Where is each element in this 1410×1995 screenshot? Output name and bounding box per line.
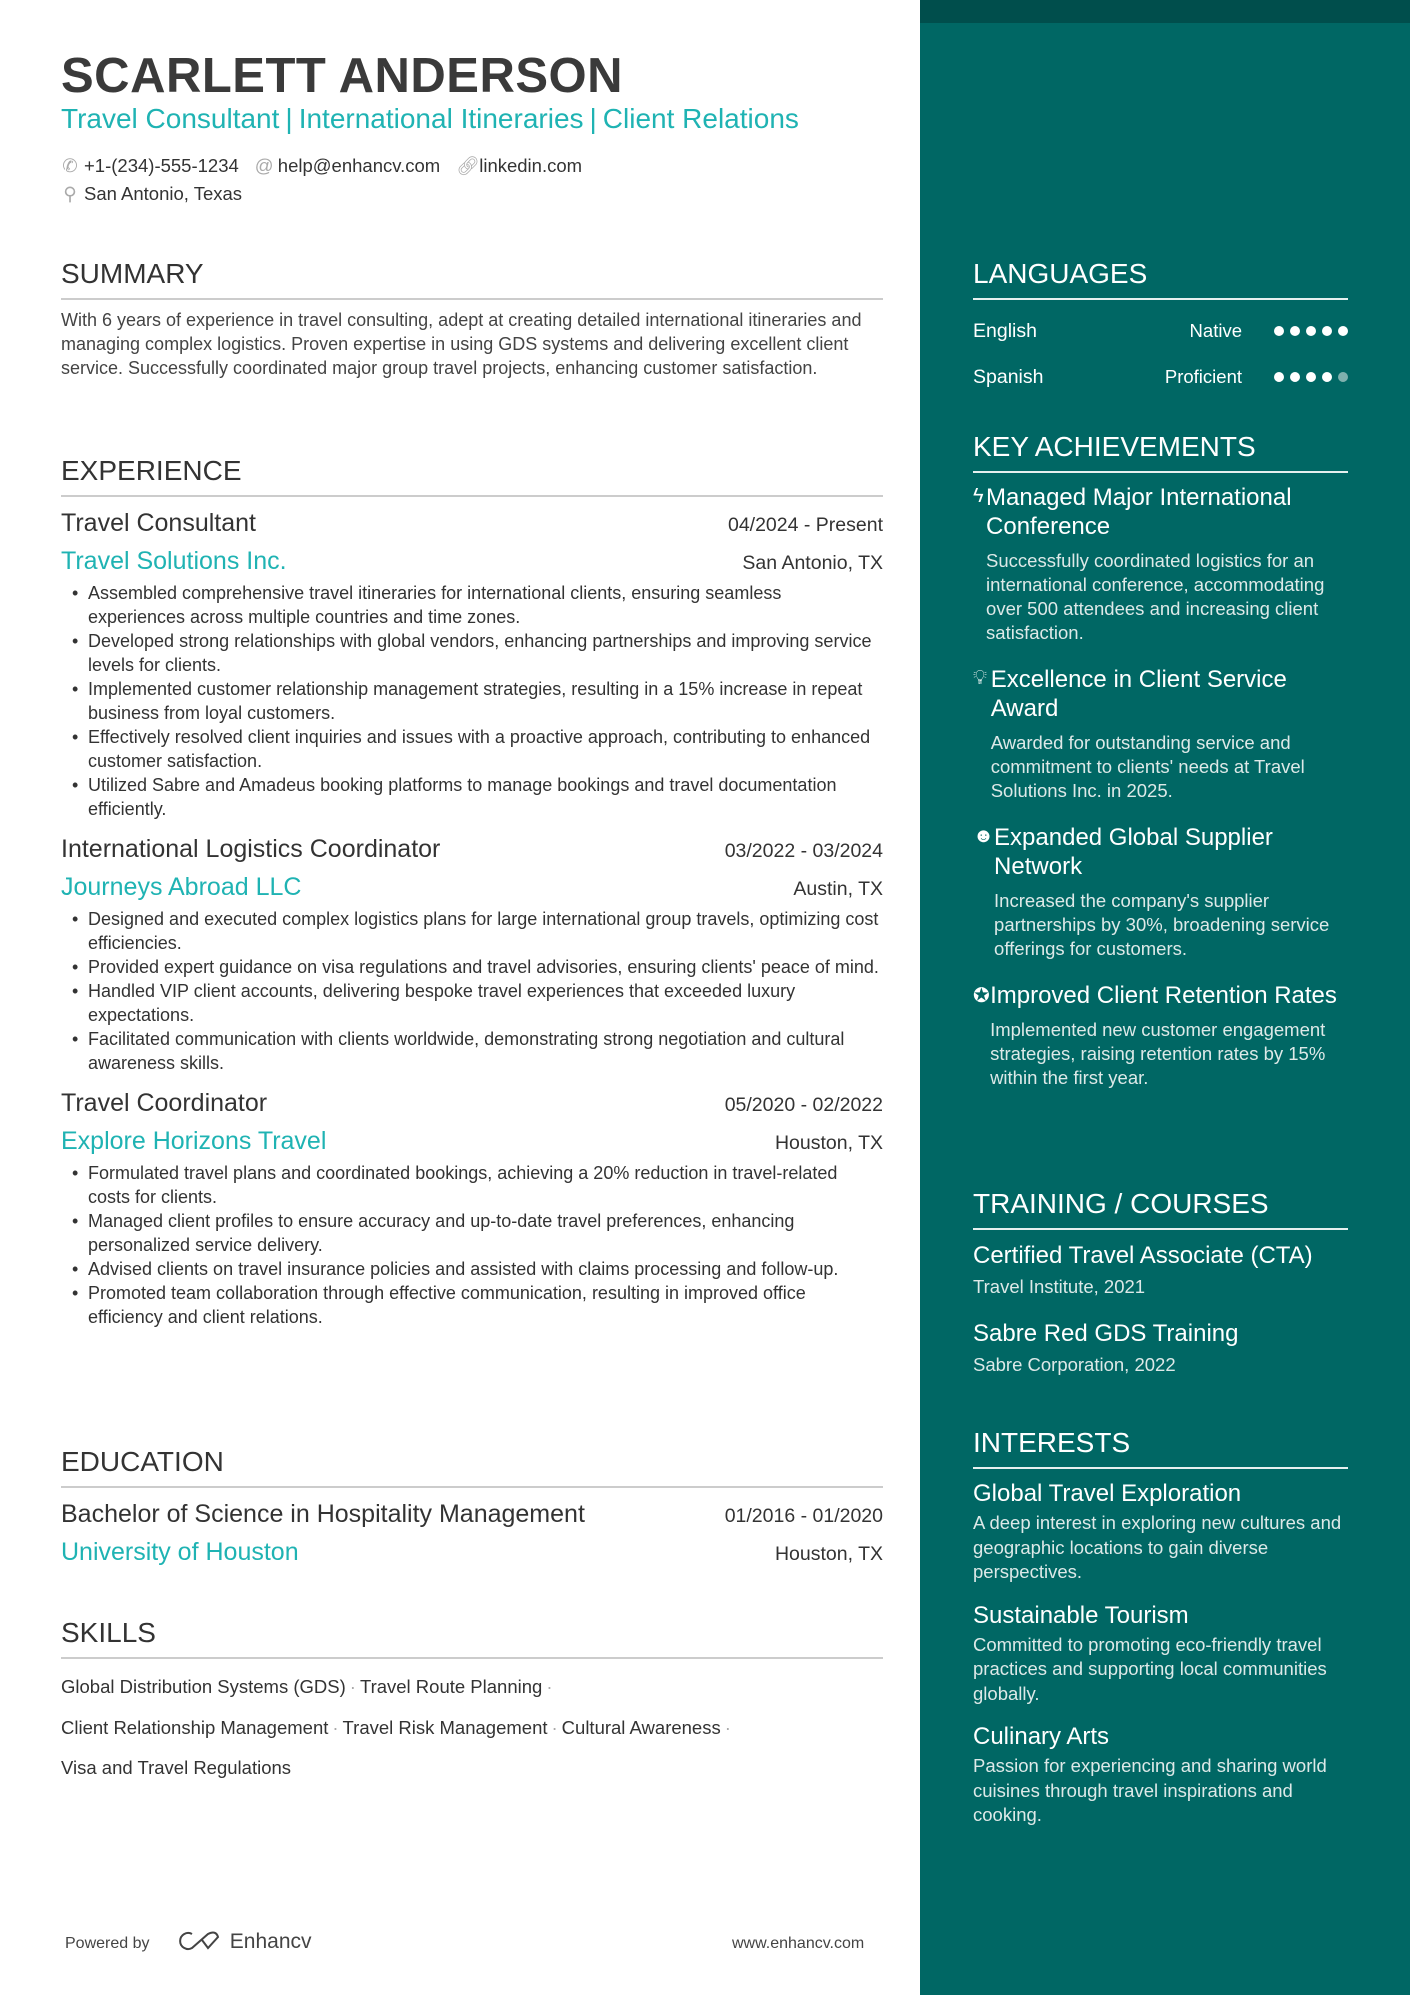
achievement-title: Expanded Global Supplier Network: [994, 824, 1273, 880]
job-header: [61, 831, 883, 867]
skills-list: Global Distribution Systems (GDS) · Travel Route Planning · Client Relationship Management · Travel Risk Management · Cultural Awareness · Visa and Travel Regulations: [61, 1676, 731, 1778]
powered-by: [65, 1930, 312, 1954]
bullet-item: • Designed and executed complex logistics plans for large international group travels, optimizing cost efficiencies.: [61, 907, 883, 955]
job-entry: [61, 831, 883, 1075]
interest-title: Global Travel Exploration: [973, 1480, 1242, 1507]
education-section: [61, 1446, 883, 1572]
job-bullets: [61, 581, 883, 821]
bullet-item: • Developed strong relationships with global vendors, enhancing partnerships and improving service levels for clients.: [61, 629, 883, 677]
course-title: Certified Travel Associate (CTA): [973, 1242, 1313, 1269]
job-title: International Logistics Coordinator: [61, 835, 441, 863]
email-link[interactable]: help@enhancv.com: [277, 155, 441, 176]
school: University of Houston: [61, 1538, 299, 1566]
interest-title: Sustainable Tourism: [973, 1601, 1189, 1629]
bullet-item: • Managed client profiles to ensure accuracy and up-to-date travel preferences, enhancing personalized service delivery.: [61, 1209, 883, 1257]
job-location: Houston, TX: [774, 1132, 883, 1154]
job-header: [61, 505, 883, 541]
achievements-section: [973, 431, 1348, 1110]
contact-info: [61, 152, 598, 208]
job-entry: [61, 505, 883, 821]
course-title: Sabre Red GDS Training: [973, 1320, 1239, 1347]
tagline-item: International Itineraries: [298, 103, 584, 134]
achievement-desc: Increased the company's supplier partnerships by 30%, broadening service offerings for customers.: [994, 890, 1330, 959]
achievement-item: [973, 483, 1348, 645]
rating-dot: [1338, 326, 1348, 336]
summary-text: With 6 years of experience in travel consulting, adept at creating detailed international itineraries and managing complex logistics. Proven expertise in using GDS systems and delivering excellent client service. Successfully coordinated major group travel projects, enhancing customer satisfaction.: [61, 310, 862, 378]
section-heading: KEY ACHIEVEMENTS: [973, 431, 1348, 473]
bullet-item: • Advised clients on travel insurance policies and assisted with claims processing and follow-up.: [61, 1257, 883, 1281]
job-header: [61, 1085, 883, 1121]
brand: Enhancv: [229, 1930, 312, 1953]
interest-desc: Committed to promoting eco-friendly travel practices and supporting local communities globally.: [973, 1633, 1327, 1704]
award-ribbon-icon: ✪: [973, 985, 990, 1007]
job-title: Travel Coordinator: [61, 1089, 268, 1117]
job-dates: 04/2024 - Present: [727, 514, 883, 536]
job-company-row: [61, 867, 883, 907]
bullet-item: • Assembled comprehensive travel itineraries for international clients, ensuring seamless experiences across multiple countries and time zones.: [61, 581, 883, 629]
rating-dot: [1322, 326, 1332, 336]
lightbulb-icon: 💡︎: [973, 667, 987, 689]
powered-by-label: Powered by: [65, 1935, 150, 1952]
rating-dot: [1322, 372, 1332, 382]
interest-desc: Passion for experiencing and sharing world cuisines through travel inspirations and cooking.: [973, 1755, 1327, 1825]
enhancv-logo-icon: [178, 1930, 224, 1952]
bullet-item: • Provided expert guidance on visa regulations and travel advisories, ensuring clients' peace of mind.: [61, 955, 883, 979]
education-location: Houston, TX: [774, 1543, 883, 1565]
course-provider: Travel Institute, 2021: [973, 1276, 1146, 1297]
company-name: Journeys Abroad LLC: [61, 873, 302, 901]
interests-section: [973, 1427, 1348, 1842]
phone-icon: ✆: [62, 155, 78, 176]
tagline-item: Travel Consultant: [61, 103, 280, 134]
experience-section: [61, 455, 883, 1339]
job-dates: 05/2020 - 02/2022: [724, 1094, 883, 1116]
candidate-name: SCARLETT ANDERSON: [61, 49, 624, 103]
language-rating: [1274, 372, 1348, 382]
job-location: Austin, TX: [793, 878, 883, 900]
language-rating: [1274, 326, 1348, 336]
location: San Antonio, Texas: [84, 183, 243, 204]
achievement-body: [994, 823, 1348, 961]
interest-desc: A deep interest in exploring new cultures and geographic locations to gain diverse perspectives.: [973, 1512, 1342, 1582]
phone: +1-(234)-555-1234: [84, 155, 239, 176]
at-icon: @: [254, 155, 274, 176]
sidebar-top-band: [920, 0, 1410, 23]
achievement-title: Improved Client Retention Rates: [990, 982, 1337, 1009]
lightning-icon: ϟ: [973, 485, 984, 507]
skill: Client Relationship Management: [61, 1716, 329, 1738]
bullet-item: • Formulated travel plans and coordinated bookings, achieving a 20% reduction in travel-related costs for clients.: [61, 1161, 883, 1209]
achievement-body: [990, 981, 1348, 1090]
achievement-desc: Awarded for outstanding service and commitment to clients' needs at Travel Solutions Inc. in 2025.: [990, 732, 1305, 801]
skill: Cultural Awareness: [561, 1716, 721, 1738]
link-icon: 🔗︎: [456, 155, 480, 176]
job-company-row: [61, 541, 883, 581]
bullet-item: • Facilitated communication with clients worldwide, demonstrating strong negotiation and cultural awareness skills.: [61, 1027, 883, 1075]
achievement-desc: Implemented new customer engagement strategies, raising retention rates by 15% within the first year.: [990, 1019, 1326, 1088]
job-bullets: [61, 1161, 883, 1329]
achievement-title: Managed Major International Conference: [986, 484, 1292, 540]
skill: Travel Risk Management: [342, 1716, 548, 1738]
language-level: Proficient: [1164, 366, 1242, 387]
rating-dot: [1290, 326, 1300, 336]
job-company-row: [61, 1121, 883, 1161]
skill: Travel Route Planning: [359, 1676, 543, 1697]
company-name: Explore Horizons Travel: [61, 1127, 327, 1155]
footer-url[interactable]: www.enhancv.com: [732, 1935, 865, 1952]
bullet-item: • Utilized Sabre and Amadeus booking platforms to manage bookings and travel documentation efficiently.: [61, 773, 883, 821]
achievement-item: [973, 823, 1348, 961]
bullet-item: • Effectively resolved client inquiries and issues with a proactive approach, contributing to enhanced customer satisfaction.: [61, 725, 883, 773]
language-name: Spanish: [973, 365, 1044, 388]
rating-dot: [1274, 326, 1284, 336]
bullet-item: • Promoted team collaboration through effective communication, resulting in improved office efficiency and client relations.: [61, 1281, 883, 1329]
section-heading: TRAINING / COURSES: [973, 1188, 1348, 1230]
section-heading: LANGUAGES: [973, 258, 1348, 300]
achievement-title: Excellence in Client Service Award: [990, 666, 1287, 722]
section-heading: EDUCATION: [61, 1446, 883, 1488]
company-name: Travel Solutions Inc.: [61, 547, 287, 575]
achievement-item: [973, 665, 1348, 803]
language-item: [973, 308, 1348, 354]
achievement-body: [991, 665, 1348, 803]
rating-dot: [1290, 372, 1300, 382]
education-dates: 01/2016 - 01/2020: [724, 1505, 883, 1527]
tagline-item: Client Relations: [602, 103, 799, 134]
rating-dot: [1306, 326, 1316, 336]
job-bullets: [61, 907, 883, 1075]
achievement-body: [986, 483, 1348, 645]
rating-dot: [1306, 372, 1316, 382]
languages-section: [973, 258, 1348, 400]
section-heading: SUMMARY: [61, 258, 883, 300]
achievement-item: [973, 981, 1348, 1090]
section-heading: SKILLS: [61, 1617, 883, 1659]
language-item: [973, 354, 1348, 400]
bullet-item: • Implemented customer relationship management strategies, resulting in a 15% increase in repeat business from loyal customers.: [61, 677, 883, 725]
job-entry: [61, 1085, 883, 1329]
training-section: [973, 1188, 1348, 1394]
summary-section: [61, 258, 883, 380]
language-level: Native: [1189, 320, 1242, 341]
achievement-desc: Successfully coordinated logistics for an international conference, accommodating over 500 attendees and increasing client satisfaction.: [986, 550, 1325, 643]
location-pin-icon: ⚲: [63, 183, 77, 204]
job-dates: 03/2022 - 03/2024: [724, 840, 883, 862]
degree: Bachelor of Science in Hospitality Management: [61, 1500, 585, 1528]
job-location: San Antonio, TX: [742, 552, 883, 574]
section-heading: INTERESTS: [973, 1427, 1348, 1469]
tagline: Travel Consultant | International Itineraries | Client Relations: [61, 103, 799, 134]
skills-section: [61, 1617, 883, 1789]
skill: Visa and Travel Regulations: [61, 1757, 292, 1778]
skill: Global Distribution Systems (GDS): [61, 1676, 346, 1697]
enhancv-logo[interactable]: [178, 1930, 312, 1953]
rating-dot: [1274, 372, 1284, 382]
section-heading: EXPERIENCE: [61, 455, 883, 497]
linkedin-link[interactable]: linkedin.com: [479, 155, 583, 176]
job-title: Travel Consultant: [61, 509, 256, 537]
language-name: English: [973, 319, 1037, 342]
bullet-item: • Handled VIP client accounts, delivering bespoke travel experiences that exceeded luxury expectations.: [61, 979, 883, 1027]
interest-title: Culinary Arts: [973, 1723, 1110, 1750]
course-provider: Sabre Corporation, 2022: [973, 1354, 1176, 1375]
rating-dot: [1338, 372, 1348, 382]
head-idea-icon: ☻: [973, 825, 995, 847]
